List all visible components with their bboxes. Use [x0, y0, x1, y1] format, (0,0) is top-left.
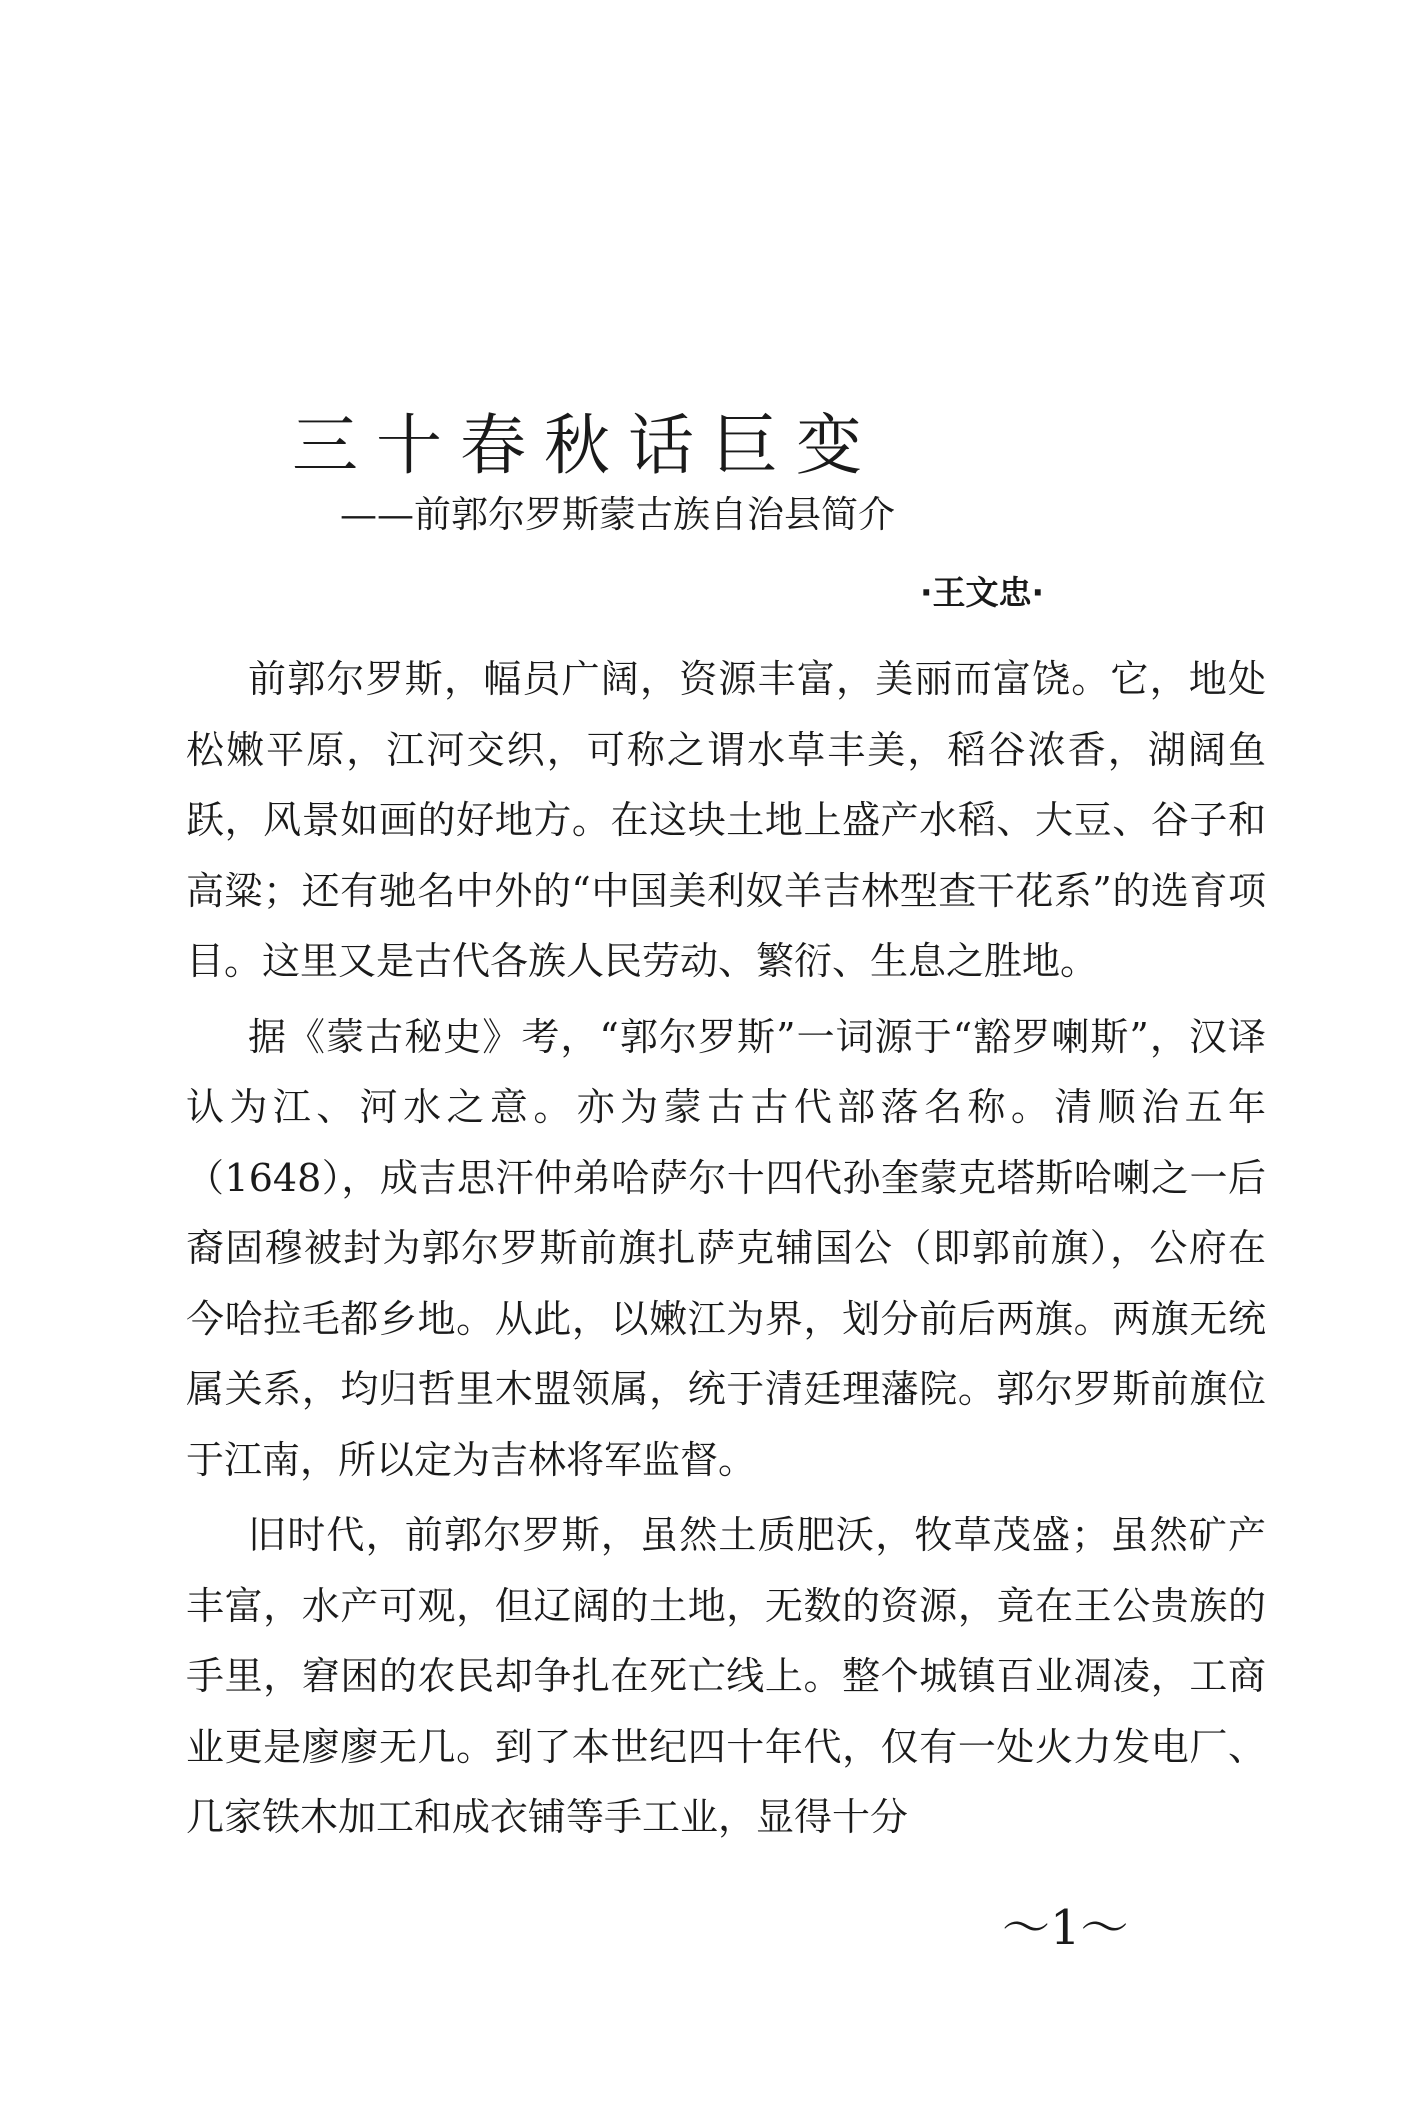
page-number: ～1～ [1002, 1900, 1129, 1956]
paragraph-intro: 前郭尔罗斯，幅员广阔，资源丰富，美丽而富饶。它，地处松嫩平原，江河交织，可称之谓水草丰美，稻谷浓香，湖阔鱼跃，风景如画的好地方。在这块土地上盛产水稻、大豆、谷子和高粱；还有驰名中外的“中国美利奴羊吉林型查干花系”的选育项目。这里又是古代各族人民劳动、繁衍、生息之胜地。 [186, 657, 1266, 983]
article-subtitle: ——前郭尔罗斯蒙古族自治县简介 [340, 493, 895, 536]
article-body [186, 644, 1266, 1858]
author-name: ·王文忠· [920, 573, 1045, 612]
paragraph-history: 据《蒙古秘史》考，“郭尔罗斯”一词源于“豁罗喇斯”，汉译认为江、河水之意。亦为蒙古古代部落名称。清顺治五年（1648），成吉思汗仲弟哈萨尔十四代孙奎蒙克塔斯哈喇之一后裔固穆被封为郭尔罗斯前旗扎萨克辅国公（即郭前旗），公府在今哈拉毛都乡地。从此，以嫩江为界，划分前后两旗。两旗无统属关系，均归哲里木盟领属，统于清廷理藩院。郭尔罗斯前旗位于江南，所以定为吉林将军监督。 [186, 1014, 1266, 1482]
paragraph-old-era: 旧时代，前郭尔罗斯，虽然土质肥沃，牧草茂盛；虽然矿产丰富，水产可观，但辽阔的土地，无数的资源，竟在王公贵族的手里，窘困的农民却争扎在死亡线上。整个城镇百业凋凌，工商业更是廖廖无几。到了本世纪四十年代，仅有一处火力发电厂、几家铁木加工和成衣铺等手工业，显得十分 [186, 1513, 1266, 1839]
article-title: 三十春秋话巨变 [292, 407, 880, 485]
